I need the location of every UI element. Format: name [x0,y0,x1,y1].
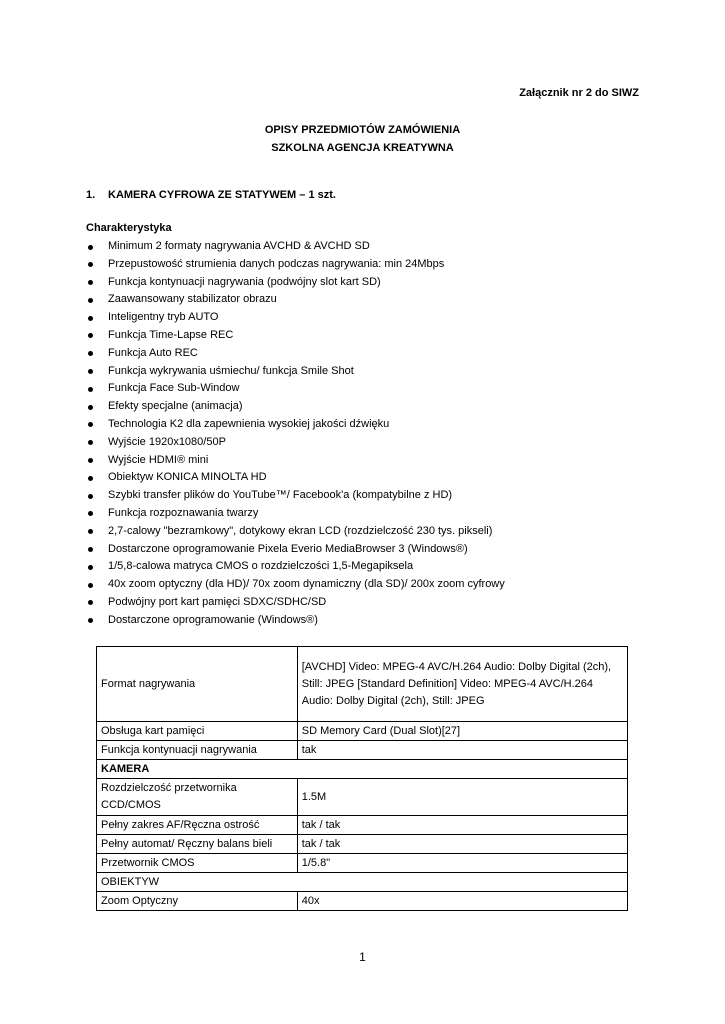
heading-line-2: SZKOLNA AGENCJA KREATYWNA [271,142,454,154]
list-item-text: Przepustowość strumienia danych podczas nagrywania: min 24Mbps [108,257,445,270]
list-item-text: Efekty specjalne (animacja) [108,400,243,413]
table-row [97,854,628,873]
table-row [97,741,628,760]
spec-table [96,646,628,911]
spec-value: SD Memory Card (Dual Slot)[27] [297,722,627,741]
characteristics-label: Charakterystyka [86,222,172,234]
spec-value-line: [AVCHD] Video: MPEG-4 AVC/H.264 Audio: Dolby Digital (2ch), [301,660,612,673]
bullet-icon [88,351,93,356]
section-number: 1. [86,189,96,201]
spec-value [297,647,627,722]
bullet-icon [88,387,93,392]
list-item-text: Szybki transfer plików do YouTube™/ Facebook'a (kompatybilne z HD) [108,489,453,502]
heading-line-1: OPISY PRZEDMIOTÓW ZAMÓWIENIA [264,124,461,136]
table-row [97,816,628,835]
spec-value: 1/5.8" [297,854,627,873]
spec-label: Funkcja kontynuacji nagrywania [97,741,298,760]
spec-label: Pełny zakres AF/Ręczna ostrość [97,816,298,835]
bullet-icon [88,245,93,250]
list-item-text: Podwójny port kart pamięci SDXC/SDHC/SD [108,595,327,608]
camera-header: KAMERA [97,760,628,779]
bullet-icon [88,333,93,338]
list-item-text: Inteligentny tryb AUTO [108,311,219,324]
list-item-text: Wyjście 1920x1080/50P [108,435,226,448]
bullet-icon [88,369,93,374]
bullet-icon [88,494,93,499]
spec-value: 40x [297,892,627,911]
list-item-text: Funkcja wykrywania uśmiechu/ funkcja Smile Shot [108,364,354,377]
bullet-icon [88,280,93,285]
table-row [97,779,628,816]
bullet-icon [88,547,93,552]
bullet-icon [88,440,93,445]
list-item-text: Dostarczone oprogramowanie (Windows®) [108,613,318,626]
bullet-icon [88,618,93,623]
table-section-header [97,760,628,779]
bullet-icon [88,316,93,321]
spec-value: tak / tak [297,816,627,835]
list-item-text: 2,7-calowy "bezramkowy", dotykowy ekran LCD (rozdzielczość 230 tys. pikseli) [108,524,493,537]
table-row [97,892,628,911]
list-item-text: Funkcja Time-Lapse REC [108,328,234,341]
list-item-text: Obiektyw KONICA MINOLTA HD [108,471,267,484]
spec-value: tak / tak [297,835,627,854]
bullet-icon [88,298,93,303]
lens-header: OBIEKTYW [97,873,628,892]
spec-label: Format nagrywania [97,647,298,722]
spec-value-line: Audio: Dolby Digital (2ch), Still: JPEG [301,694,485,707]
page-number: 1 [359,950,366,964]
list-item-text: Funkcja rozpoznawania twarzy [108,506,259,519]
bullet-icon [88,458,93,463]
list-item-text: Funkcja kontynuacji nagrywania (podwójny slot kart SD) [108,275,381,288]
bullet-icon [88,262,93,267]
list-item-text: 40x zoom optyczny (dla HD)/ 70x zoom dynamiczny (dla SD)/ 200x zoom cyfrowy [108,578,505,591]
table-section-header [97,873,628,892]
list-item-text: Funkcja Face Sub-Window [108,382,240,395]
section-title-text: KAMERA CYFROWA ZE STATYWEM – 1 szt. [108,189,336,201]
spec-label: Przetwornik CMOS [97,854,298,873]
annex-label: Załącznik nr 2 do SIWZ [519,87,639,99]
table-row [97,647,628,722]
spec-label: Obsługa kart pamięci [97,722,298,741]
list-item-text: Technologia K2 dla zapewnienia wysokiej jakości dźwięku [108,417,390,430]
bullet-icon [88,422,93,427]
list-item-text: Wyjście HDMI® mini [108,453,209,466]
list-item-text: Minimum 2 formaty nagrywania AVCHD & AVCHD SD [108,240,370,252]
list-item-text: Funkcja Auto REC [108,346,198,359]
spec-value: 1.5M [297,779,627,816]
spec-label: Pełny automat/ Ręczny balans bieli [97,835,298,854]
list-item-text: Dostarczone oprogramowanie Pixela Everio MediaBrowser 3 (Windows®) [108,542,468,555]
spec-label [97,779,298,816]
spec-label-line: Rozdzielczość przetwornika [101,782,237,794]
list-item-text: 1/5,8-calowa matryca CMOS o rozdzielczości 1,5-Megapiksela [108,560,414,573]
table-row [97,722,628,741]
bullet-icon [88,476,93,481]
bullet-icon [88,583,93,588]
bullet-icon [88,511,93,516]
spec-value-line: Still: JPEG [Standard Definition] Video: MPEG-4 AVC/H.264 [301,677,593,690]
table-row [97,835,628,854]
spec-label: Zoom Optyczny [97,892,298,911]
bullet-icon [88,529,93,534]
spec-label-line: CCD/CMOS [101,799,161,811]
document-heading [0,121,725,157]
bullet-icon [88,565,93,570]
list-item-text: Zaawansowany stabilizator obrazu [108,293,277,306]
bullet-icon [88,600,93,605]
bullet-icon [88,405,93,410]
spec-value: tak [297,741,627,760]
section-title [86,189,336,201]
